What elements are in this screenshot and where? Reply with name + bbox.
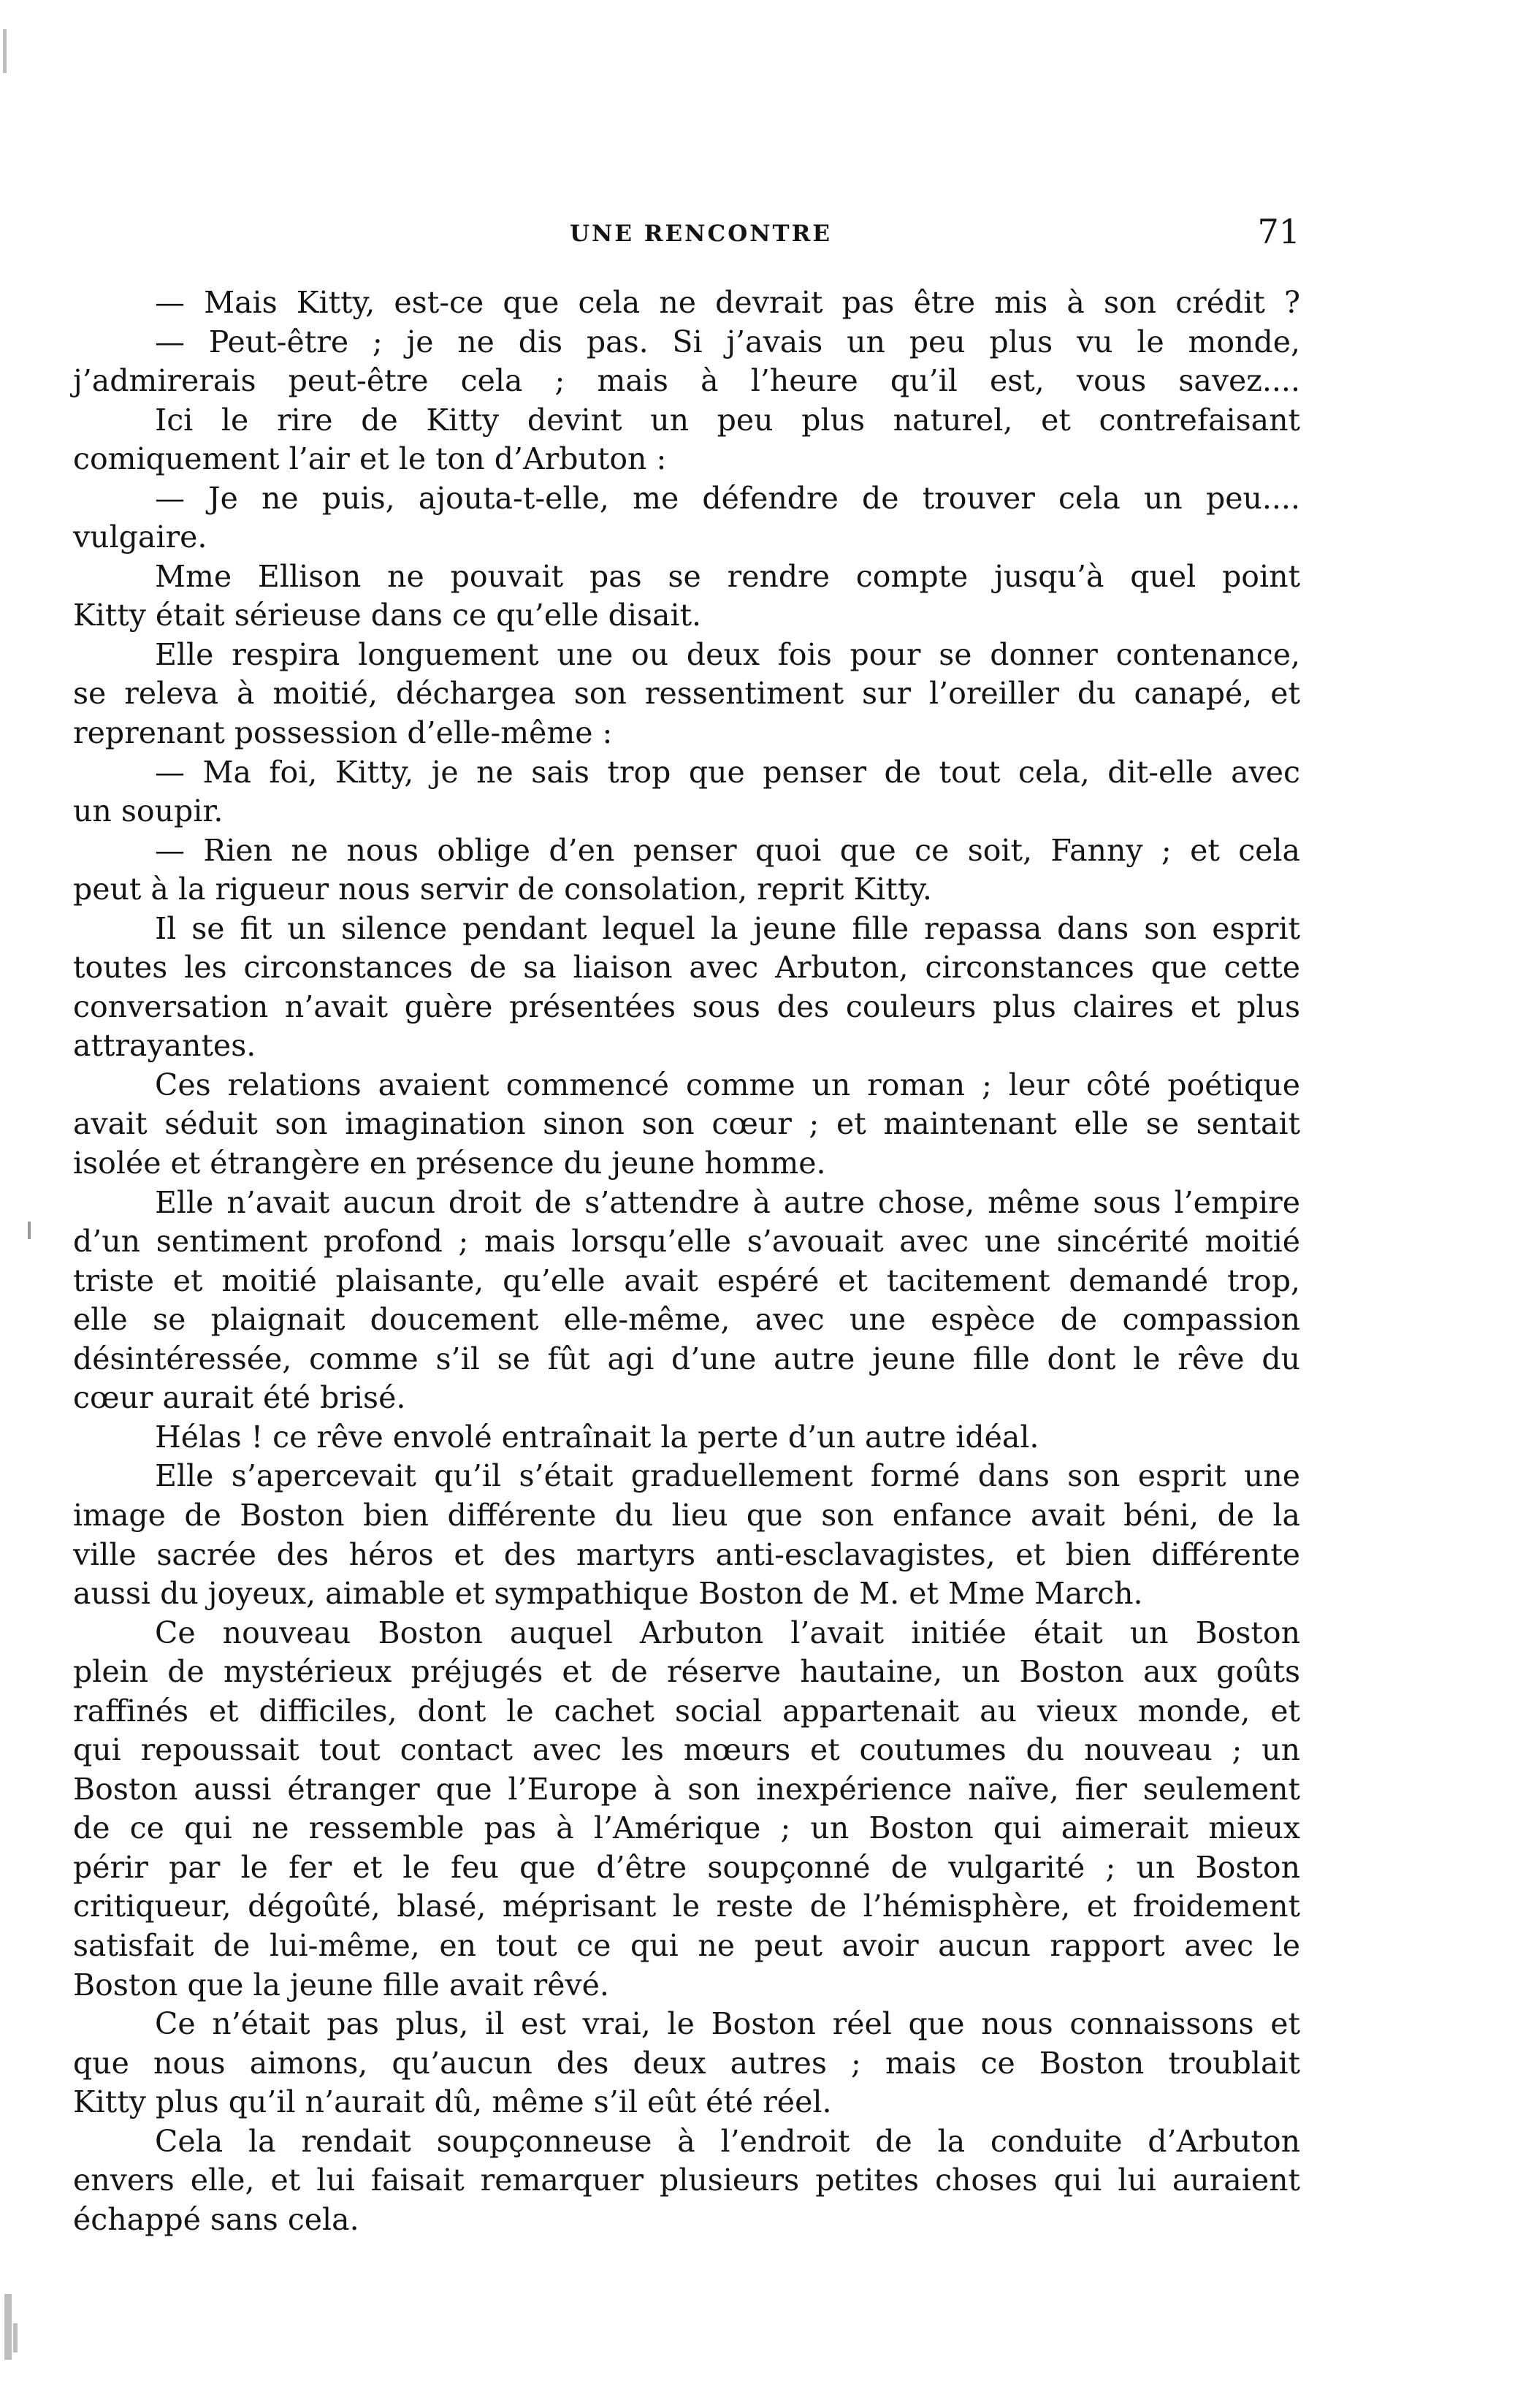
text-line: échappé sans cela.: [73, 2201, 359, 2237]
text-line: Hélas ! ce rêve envolé entraînait la perte d’un autre idéal.: [155, 1419, 1039, 1455]
text-line: triste et moitié plaisante, qu’elle avait espéré et tacitement demandé trop,: [73, 1262, 1300, 1298]
text-line: j’admirerais peut-être cela ; mais à l’heure qu’il est, vous savez....: [73, 363, 1300, 399]
page-number: 71: [1257, 212, 1300, 251]
text-line: de ce qui ne ressemble pas à l’Amérique ; un Boston qui aimerait mieux: [73, 1810, 1300, 1846]
text-line: comiquement l’air et le ton d’Arbuton :: [73, 441, 667, 477]
text-line: avait séduit son imagination sinon son cœur ; et maintenant elle se sentait: [73, 1106, 1300, 1142]
text-line: isolée et étrangère en présence du jeune homme.: [73, 1146, 826, 1181]
running-title: UNE RENCONTRE: [570, 221, 832, 247]
text-line: — Je ne puis, ajouta-t-elle, me défendre de trouver cela un peu....: [155, 480, 1300, 516]
text-line: — Peut-être ; je ne dis pas. Si j’avais un peu plus vu le monde,: [155, 324, 1300, 359]
text-line: ville sacrée des héros et des martyrs anti-esclavagistes, et bien différente: [73, 1536, 1300, 1572]
text-line: un soupir.: [73, 793, 224, 829]
text-line: plein de mystérieux préjugés et de réserve hautaine, un Boston aux goûts: [73, 1654, 1300, 1690]
text-line: désintéressée, comme s’il se fût agi d’une autre jeune fille dont le rêve du: [73, 1341, 1300, 1376]
text-line: Il se fit un silence pendant lequel la jeune fille repassa dans son esprit: [155, 910, 1300, 946]
text-line: attrayantes.: [73, 1028, 256, 1064]
scan-speckle: [3, 29, 7, 73]
text-line: envers elle, et lui faisait remarquer plusieurs petites choses qui lui auraient: [73, 2163, 1300, 2198]
text-line: vulgaire.: [73, 519, 207, 555]
text-line: aussi du joyeux, aimable et sympathique Boston de M. et Mme March.: [73, 1576, 1143, 1612]
text-line: que nous aimons, qu’aucun des deux autres ; mais ce Boston troublait: [73, 2045, 1300, 2081]
text-line: Elle n’avait aucun droit de s’attendre à autre chose, même sous l’empire: [155, 1184, 1300, 1220]
text-line: Elle s’apercevait qu’il s’était graduellement formé dans son esprit une: [155, 1458, 1300, 1494]
text-line: Boston que la jeune fille avait rêvé.: [73, 1967, 609, 2003]
text-line: — Rien ne nous oblige d’en penser quoi que ce soit, Fanny ; et cela: [155, 832, 1300, 868]
text-line: critiqueur, dégoûté, blasé, méprisant le reste de l’hémisphère, et froidement: [73, 1889, 1300, 1924]
text-line: se releva à moitié, déchargea son ressentiment sur l’oreiller du canapé, et: [73, 676, 1300, 712]
text-line: elle se plaignait doucement elle-même, avec une espèce de compassion: [73, 1302, 1300, 1338]
text-line: d’un sentiment profond ; mais lorsqu’elle s’avouait avec une sincérité moitié: [73, 1224, 1300, 1260]
text-line: cœur aurait été brisé.: [73, 1380, 406, 1416]
running-head: [73, 212, 1300, 260]
text-line: toutes les circonstances de sa liaison avec Arbuton, circonstances que cette: [73, 950, 1300, 986]
text-line: satisfait de lui-même, en tout ce qui ne peut avoir aucun rapport avec le: [73, 1927, 1300, 1963]
text-line: qui repoussait tout contact avec les mœurs et coutumes du nouveau ; un: [73, 1732, 1300, 1768]
scan-speckle: [4, 2294, 12, 2360]
text-line: Elle respira longuement une ou deux fois pour se donner contenance,: [155, 636, 1300, 672]
text-line: Kitty était sérieuse dans ce qu’elle disait.: [73, 598, 702, 633]
text-line: Cela la rendait soupçonneuse à l’endroit de la conduite d’Arbuton: [155, 2123, 1300, 2159]
text-line: reprenant possession d’elle-même :: [73, 715, 613, 751]
margin-mark: [28, 1222, 31, 1239]
text-line: conversation n’avait guère présentées sous des couleurs plus claires et plus: [73, 988, 1300, 1024]
text-line: raffinés et difficiles, dont le cachet social appartenait au vieux monde, et: [73, 1693, 1300, 1729]
text-line: Kitty plus qu’il n’aurait dû, même s’il eût été réel.: [73, 2084, 832, 2120]
text-line: Boston aussi étranger que l’Europe à son inexpérience naïve, fier seulement: [73, 1771, 1300, 1807]
text-line: — Ma foi, Kitty, je ne sais trop que penser de tout cela, dit-elle avec: [155, 754, 1300, 790]
text-line: Ici le rire de Kitty devint un peu plus naturel, et contrefaisant: [155, 402, 1300, 438]
text-line: — Mais Kitty, est-ce que cela ne devrait pas être mis à son crédit ?: [155, 285, 1300, 320]
text-line: Ces relations avaient commencé comme un roman ; leur côté poétique: [155, 1067, 1300, 1102]
scan-speckle: [13, 2323, 18, 2352]
text-line: image de Boston bien différente du lieu que son enfance avait béni, de la: [73, 1497, 1300, 1533]
text-line: Ce n’était pas plus, il est vrai, le Boston réel que nous connaissons et: [155, 2006, 1300, 2042]
text-line: Mme Ellison ne pouvait pas se rendre compte jusqu’à quel point: [155, 558, 1300, 594]
body-text: [73, 283, 1300, 2239]
text-line: périr par le fer et le feu que d’être soupçonné de vulgarité ; un Boston: [73, 1849, 1300, 1885]
text-line: Ce nouveau Boston auquel Arbuton l’avait initiée était un Boston: [155, 1615, 1300, 1650]
text-line: peut à la rigueur nous servir de consolation, reprit Kitty.: [73, 872, 932, 907]
